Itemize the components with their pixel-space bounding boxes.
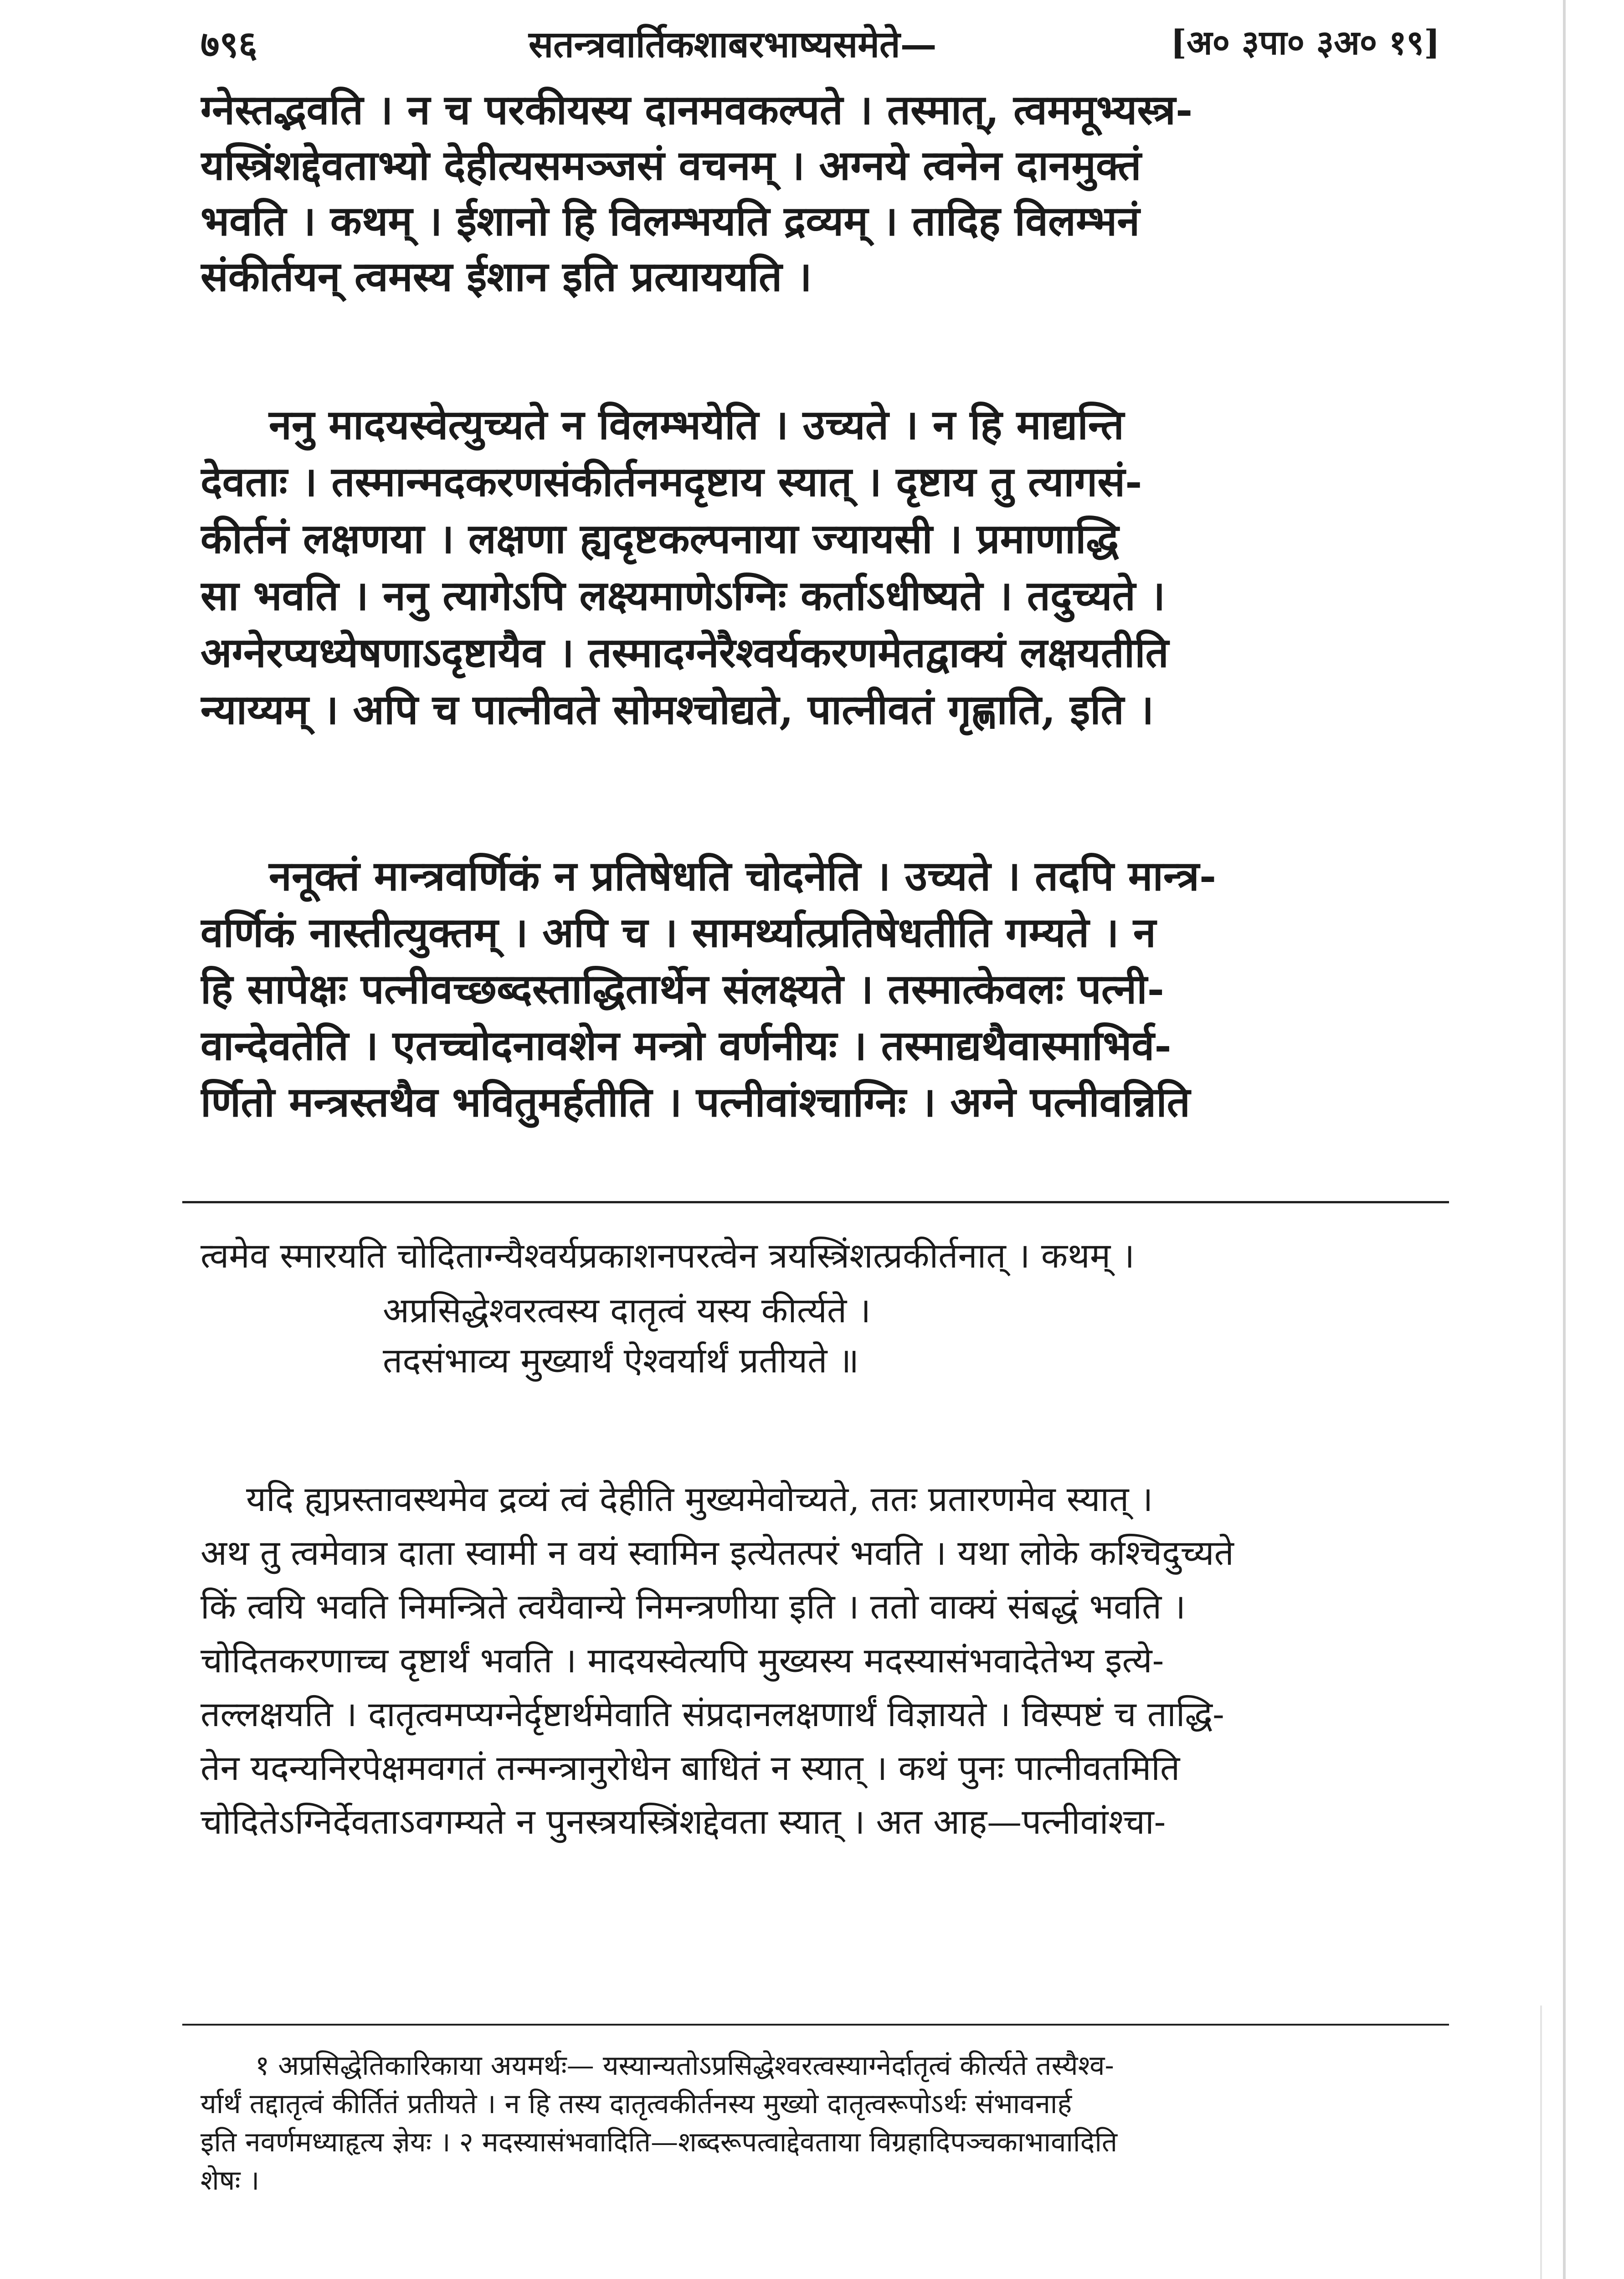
text-line: ननु मादयस्वेत्युच्यते न विलम्भयेति । उच्यते । न हि माद्यन्ति xyxy=(269,401,1124,449)
text-line: देवताः । तस्मान्मदकरणसंकीर्तनमदृष्टाय स्यात् । दृष्टाय तु त्यागसं- xyxy=(200,458,1142,506)
commentary-paragraph-1 xyxy=(200,82,1440,304)
text-line: न्याय्यम् । अपि च पात्नीवते सोमश्चोद्यते, पात्नीवतं गृह्णाति, इति । xyxy=(200,686,1154,734)
text-line: ननूक्तं मान्त्रवर्णिकं न प्रतिषेधति चोदनेति । उच्यते । तदपि मान्त्र- xyxy=(269,852,1217,900)
text-line: तल्लक्षयति । दातृत्वमप्यग्नेर्दृष्टार्थमेवाति संप्रदानलक्षणार्थं विज्ञायते । विस्पष्टं च ताद्धि- xyxy=(200,1694,1224,1734)
verse-line: अप्रसिद्धेश्वरत्वस्य दातृत्वं यस्य कीर्त्यते । xyxy=(383,1290,871,1330)
text-line: अग्नेरप्यध्येषणाऽदृष्टायैव । तस्मादग्नेरैश्वर्यकरणमेतद्वाक्यं लक्षयतीति xyxy=(200,629,1169,677)
text-line: चोदितेऽग्निर्देवताऽवगम्यते न पुनस्त्रयस्त्रिंशद्देवता स्यात् । अत आह—पत्नीवांश्चा- xyxy=(200,1801,1166,1842)
footnote-line: शेषः । xyxy=(200,2165,260,2197)
footnote-line: र्यार्थं तद्दातृत्वं कीर्तितं प्रतीयते । न हि तस्य दातृत्वकीर्तनस्य मुख्यो दातृत्वरूपोऽर्थः संभावनार्ह xyxy=(200,2088,1072,2120)
text-line: चोदितकरणाच्च दृष्टार्थं भवति । मादयस्वेत्यपि मुख्यस्य मदस्यासंभवादेतेभ्य इत्ये- xyxy=(200,1640,1164,1681)
running-title: सतन्त्रवार्तिकशाबरभाष्यसमेते— xyxy=(529,23,937,66)
page-edge-shadow xyxy=(1540,2006,1542,2279)
footnote-divider xyxy=(182,2024,1449,2026)
commentary-paragraph-3 xyxy=(200,848,1440,1130)
section-reference: [अ० ३पा० ३अ० १९] xyxy=(1171,23,1440,62)
verse-line: तदसंभाव्य मुख्यार्थं ऐश्वर्यार्थं प्रतीयते ॥ xyxy=(383,1340,859,1381)
text-line: त्वमेव स्मारयति चोदिताग्न्यैश्वर्यप्रकाशनपरत्वेन त्रयस्त्रिंशत्प्रकीर्तनात् । कथम् । xyxy=(200,1235,1135,1276)
text-line: यस्त्रिंशद्देवताभ्यो देहीत्यसमञ्जसं वचनम् । अग्नये त्वनेन दानमुक्तं xyxy=(200,141,1141,190)
text-line: किं त्वयि भवति निमन्त्रिते त्वयैवान्ये निमन्त्रणीया इति । ततो वाक्यं संबद्धं भवति । xyxy=(200,1586,1186,1627)
karika-verse xyxy=(200,1285,1440,1386)
text-line: सा भवति । ननु त्यागेऽपि लक्ष्यमाणेऽग्निः कर्ताऽधीष्यते । तदुच्यते । xyxy=(200,572,1166,620)
text-line: भवति । कथम् । ईशानो हि विलम्भयति द्रव्यम् । तादिह विलम्भनं xyxy=(200,197,1140,245)
text-line: हि सापेक्षः पत्नीवच्छब्दस्ताद्धितार्थेन संलक्ष्यते । तस्मात्केवलः पत्नी- xyxy=(200,965,1164,1013)
page-number: ७९६ xyxy=(200,23,257,66)
text-line: संकीर्तयन् त्वमस्य ईशान इति प्रत्याययति । xyxy=(200,253,812,301)
sub-commentary-intro xyxy=(200,1231,1440,1281)
text-line: यदि ह्यप्रस्तावस्थमेव द्रव्यं त्वं देहीति मुख्यमेवोच्यते, ततः प्रतारणमेव स्यात् । xyxy=(246,1479,1153,1519)
text-line: तेन यदन्यनिरपेक्षमवगतं तन्मन्त्रानुरोधेन बाधितं न स्यात् । कथं पुनः पात्नीवतमिति xyxy=(200,1748,1180,1788)
text-line: ग्नेस्तद्भवति । न च परकीयस्य दानमवकल्पते । तस्मात्, त्वममूभ्यस्त्र- xyxy=(200,86,1193,134)
text-line: र्णितो मन्त्रस्तथैव भवितुमर्हतीति । पत्नीवांश्चाग्निः । अग्ने पत्नीवन्निति xyxy=(200,1078,1190,1126)
text-line: कीर्तनं लक्षणया । लक्षणा ह्यदृष्टकल्पनाया ज्यायसी । प्रमाणाद्धि xyxy=(200,515,1119,563)
text-line: अथ तु त्वमेवात्र दाता स्वामी न वयं स्वामिन इत्येतत्परं भवति । यथा लोके कश्चिदुच्यते xyxy=(200,1532,1234,1573)
footnotes xyxy=(200,2047,1440,2200)
running-header xyxy=(200,18,1440,68)
text-line: वर्णिकं नास्तीत्युक्तम् । अपि च । सामर्थ्यात्प्रतिषेधतीति गम्यते । न xyxy=(200,908,1156,957)
text-line: वान्देवतेति । एतच्चोदनावशेन मन्त्रो वर्णनीयः । तस्माद्यथैवास्माभिर्व- xyxy=(200,1021,1172,1070)
page-edge-shadow xyxy=(1563,0,1566,2279)
commentary-paragraph-2 xyxy=(200,397,1440,738)
section-divider xyxy=(182,1201,1449,1203)
footnote-line: १ अप्रसिद्धेतिकारिकाया अयमर्थः— यस्यान्यतोऽप्रसिद्धेश्वरत्वस्याग्नेर्दातृत्वं कीर्त्यते तस्यैश्व- xyxy=(255,2050,1114,2082)
footnote-line: इति नवर्णमध्याहृत्य ज्ञेयः । २ मदस्यासंभवादिति—शब्दरूपत्वाद्देवताया विग्रहादिपञ्चकाभावादिति xyxy=(200,2126,1118,2158)
sub-commentary-body xyxy=(200,1472,1440,1849)
